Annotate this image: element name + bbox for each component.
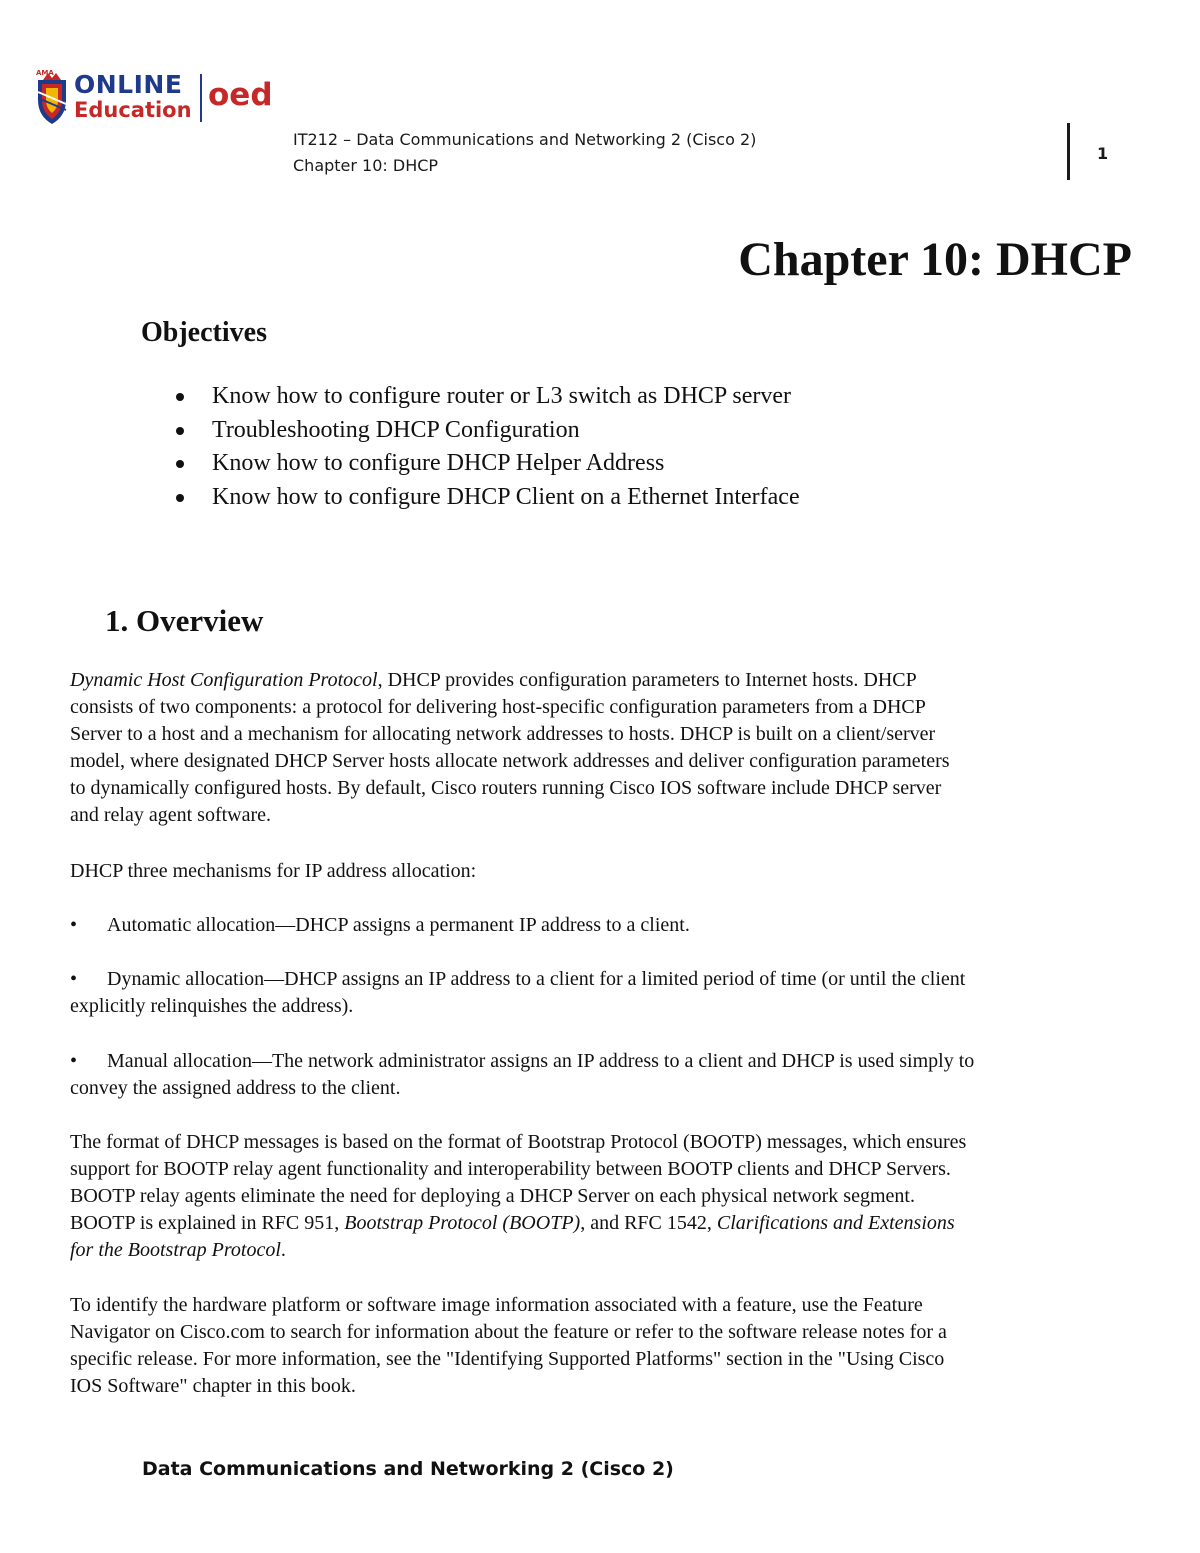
bullet-icon: • — [70, 914, 78, 936]
feature-line: Navigator on Cisco.com to search for information about the feature or refer to the software release notes for a — [70, 1321, 947, 1343]
intro-line: consists of two components: a protocol for delivering host-specific configuration parameters from a DHCP — [70, 696, 926, 718]
objective-text: Troubleshooting DHCP Configuration — [212, 416, 580, 443]
intro-line: and relay agent software. — [70, 804, 272, 826]
logo-mark-text: AMA — [36, 69, 54, 77]
feature-line: IOS Software" chapter in this book. — [70, 1375, 356, 1397]
list-item — [168, 414, 800, 448]
feature-paragraph — [70, 1292, 1135, 1400]
objectives-list — [168, 380, 800, 514]
page-footer: Data Communications and Networking 2 (Cisco 2) — [142, 1458, 674, 1480]
rfc-1542-title-cont: for the Bootstrap Protocol — [70, 1239, 281, 1261]
shield-crest-icon — [34, 70, 70, 126]
bootp-text: BOOTP is explained in RFC 951, — [70, 1212, 345, 1234]
overview-heading: 1. Overview — [105, 603, 264, 638]
bootp-text: , and RFC 1542, — [580, 1212, 717, 1234]
logo-education-text: Education — [74, 98, 192, 122]
list-item — [168, 380, 800, 414]
header-course-title: IT212 – Data Communications and Networking 2 (Cisco 2) — [293, 130, 757, 149]
bootp-line — [70, 1210, 1135, 1237]
bullet-icon — [176, 393, 184, 401]
bootp-text: . — [280, 1239, 286, 1261]
intro-paragraph — [70, 667, 1135, 829]
intro-line — [70, 667, 1135, 694]
mechanism-item — [70, 912, 1135, 939]
objective-text: Know how to configure router or L3 switch as DHCP server — [212, 383, 791, 409]
logo-divider — [200, 74, 202, 122]
mechanism-line: convey the assigned address to the client. — [70, 1077, 401, 1099]
bullet-icon — [176, 494, 184, 502]
mechanism-item — [70, 966, 1135, 1020]
intro-line: Server to a host and a mechanism for allocating network addresses to hosts. DHCP is built on a client/server — [70, 723, 936, 745]
feature-line: specific release. For more information, see the "Identifying Supported Platforms" section in the "Using Cisco — [70, 1348, 945, 1370]
page-title: Chapter 10: DHCP — [738, 233, 1132, 286]
mechanism-line — [70, 912, 1135, 939]
bootp-line — [70, 1237, 1135, 1264]
mechanism-line: explicitly relinquishes the address). — [70, 995, 354, 1017]
rfc-1542-title: Clarifications and Extensions — [716, 1212, 955, 1234]
list-item — [168, 447, 800, 481]
bootp-line: The format of DHCP messages is based on the format of Bootstrap Protocol (BOOTP) messages, which ensures — [70, 1131, 967, 1153]
page-number: 1 — [1097, 144, 1109, 163]
intro-line-rest: , DHCP provides configuration parameters to Internet hosts. DHCP — [377, 669, 917, 691]
rfc-951-title: Bootstrap Protocol (BOOTP) — [344, 1212, 581, 1234]
objective-text: Know how to configure DHCP Client on a Ethernet Interface — [212, 483, 800, 510]
feature-line: To identify the hardware platform or software image information associated with a feature, use the Feature — [70, 1294, 923, 1316]
bullet-icon: • — [70, 968, 78, 990]
mechanism-line — [70, 966, 1135, 993]
bootp-line: BOOTP relay agents eliminate the need for deploying a DHCP Server on each physical network segment. — [70, 1185, 915, 1207]
bootp-paragraph — [70, 1129, 1135, 1264]
protocol-term: Dynamic Host Configuration Protocol — [70, 669, 378, 691]
objectives-heading: Objectives — [141, 317, 267, 348]
mechanism-item — [70, 1048, 1135, 1102]
objective-text: Know how to configure DHCP Helper Address — [212, 450, 665, 476]
mechanism-text: Dynamic allocation—DHCP assigns an IP address to a client for a limited period of time (or until the client — [107, 968, 966, 990]
header-divider — [1067, 123, 1070, 180]
bullet-icon — [176, 427, 184, 435]
intro-line: model, where designated DHCP Server hosts allocate network addresses and deliver configuration parameters — [70, 750, 950, 772]
logo-online-text: ONLINE — [74, 70, 183, 99]
mechanism-text: Automatic allocation—DHCP assigns a permanent IP address to a client. — [107, 914, 690, 936]
list-item — [168, 481, 800, 515]
mechanisms-intro-text: DHCP three mechanisms for IP address allocation: — [70, 860, 477, 882]
bullet-icon: • — [70, 1050, 78, 1072]
intro-line: to dynamically configured hosts. By default, Cisco routers running Cisco IOS software include DHCP server — [70, 777, 942, 799]
bullet-icon — [176, 460, 184, 468]
logo-oed-text: oed — [208, 77, 273, 113]
mechanisms-intro — [70, 858, 1135, 885]
header-chapter-title: Chapter 10: DHCP — [293, 156, 439, 175]
online-education-logo — [34, 70, 274, 128]
bootp-line: support for BOOTP relay agent functionality and interoperability between BOOTP clients and DHCP Servers. — [70, 1158, 951, 1180]
mechanism-line — [70, 1048, 1135, 1075]
mechanism-text: Manual allocation—The network administrator assigns an IP address to a client and DHCP is used simply to — [107, 1050, 975, 1072]
